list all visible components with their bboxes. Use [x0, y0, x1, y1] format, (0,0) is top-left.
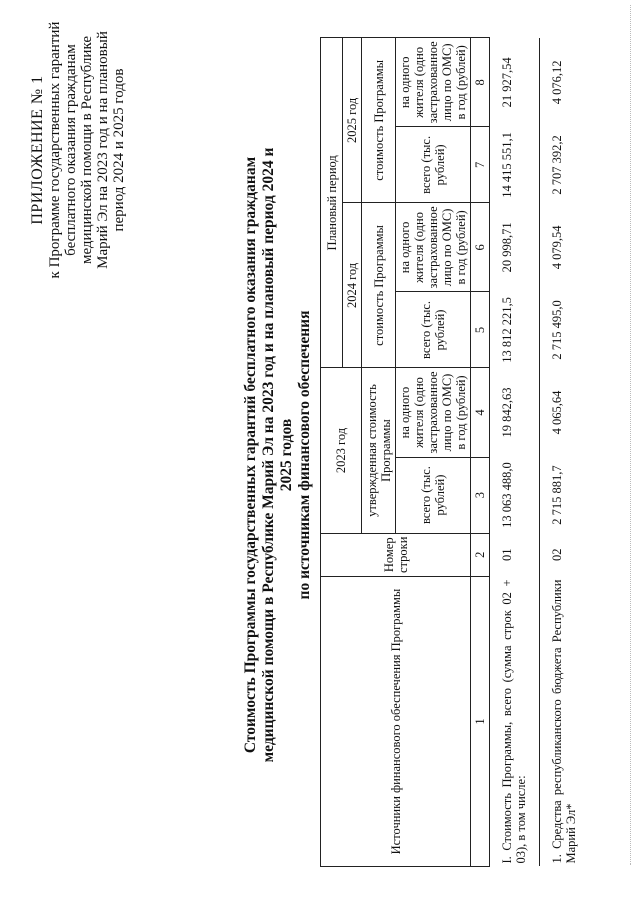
- row-line-number: 02: [540, 533, 590, 576]
- header-source: Источники финансового обеспечения Программы: [321, 577, 471, 867]
- document-title: [242, 145, 314, 765]
- margin-dotted-line: [630, 5, 631, 865]
- column-number: 5: [471, 292, 490, 368]
- header-year-2023: 2023 год: [321, 368, 362, 533]
- header-cost-2025: стоимость Программы: [362, 38, 396, 203]
- title-line: Стоимость Программы государственных гарантий бесплатного оказания гражданам: [242, 156, 259, 754]
- row-total-2024: 13 812 221,5: [490, 292, 540, 368]
- header-planned-period: Плановый период: [321, 38, 343, 368]
- column-number: 1: [471, 577, 490, 867]
- column-number: 8: [471, 38, 490, 127]
- row-per-capita-2025: 4 076,12: [540, 38, 590, 127]
- row-total-2023: 2 715 881,7: [540, 457, 590, 533]
- appendix-line: к Программе государственных гарантий: [47, 21, 63, 279]
- title-line: медицинской помощи в Республике Марий Эл на 2023 год и на плановый период 2024 и 2025 годов: [260, 147, 295, 763]
- header-total-2023: всего (тыс. рублей): [396, 457, 471, 533]
- column-number: 6: [471, 203, 490, 292]
- header-approved-cost: утвержденная стоимость Программы: [362, 368, 396, 533]
- appendix-line: бесплатного оказания гражданам: [63, 44, 79, 256]
- header-per-capita-2025: на одного жителя (одно застрахованное лицо по ОМС) в год (рублей): [396, 38, 471, 127]
- header-year-2024: 2024 год: [343, 203, 362, 368]
- header-per-capita-2023: на одного жителя (одно застрахованное лицо по ОМС) в год (рублей): [396, 368, 471, 457]
- appendix-block: [30, 15, 127, 285]
- cost-table: [320, 37, 590, 867]
- column-number-row: [471, 38, 490, 867]
- row-source: 1. Средства республиканского бюджета Республики Марий Эл*: [540, 577, 590, 867]
- row-total-2025: 2 707 392,2: [540, 127, 590, 203]
- header-total-2024: всего (тыс. рублей): [396, 292, 471, 368]
- appendix-line: Марий Эл на 2023 год и на плановый: [95, 31, 111, 269]
- row-per-capita-2023: 4 065,64: [540, 368, 590, 457]
- row-total-2025: 14 415 551,1: [490, 127, 540, 203]
- appendix-line: период 2024 и 2025 годов: [111, 68, 127, 232]
- row-total-2024: 2 715 495,0: [540, 292, 590, 368]
- title-line: по источникам финансового обеспечения: [296, 310, 313, 600]
- table-row: [490, 38, 540, 867]
- row-per-capita-2025: 21 927,54: [490, 38, 540, 127]
- column-number: 3: [471, 457, 490, 533]
- row-per-capita-2023: 19 842,63: [490, 368, 540, 457]
- row-per-capita-2024: 20 998,71: [490, 203, 540, 292]
- appendix-heading: ПРИЛОЖЕНИЕ № 1: [29, 75, 46, 225]
- column-number: 4: [471, 368, 490, 457]
- column-number: 2: [471, 533, 490, 576]
- row-total-2023: 13 063 488,0: [490, 457, 540, 533]
- header-per-capita-2024: на одного жителя (одно застрахованное лицо по ОМС) в год (рублей): [396, 203, 471, 292]
- appendix-line: медицинской помощи в Республике: [79, 35, 95, 265]
- header-year-2025: 2025 год: [343, 38, 362, 203]
- header-cost-2024: стоимость Программы: [362, 203, 396, 368]
- header-row-number: Номер строки: [321, 533, 471, 576]
- table-row: [540, 38, 590, 867]
- column-number: 7: [471, 127, 490, 203]
- row-line-number: 01: [490, 533, 540, 576]
- header-total-2025: всего (тыс. рублей): [396, 127, 471, 203]
- row-source: I. Стоимость Программы, всего (сумма строк 02 + 03), в том числе:: [490, 577, 540, 867]
- row-per-capita-2024: 4 079,54: [540, 203, 590, 292]
